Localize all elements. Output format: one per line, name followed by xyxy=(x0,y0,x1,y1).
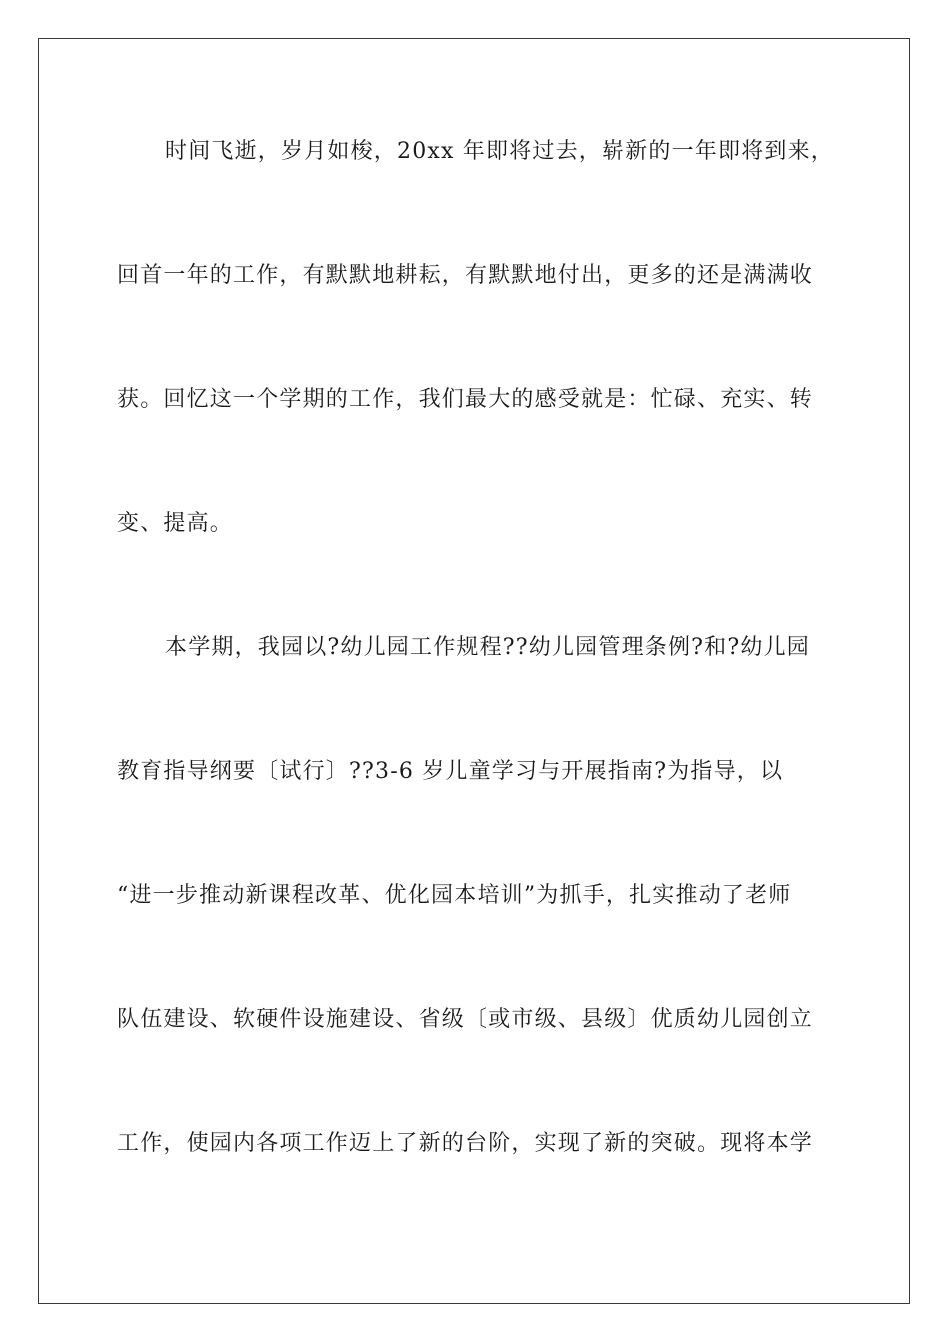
paragraph-2-line-4: 队伍建设、软硬件设施建设、省级〔或市级、县级〕优质幼儿园创立 xyxy=(117,1007,814,1032)
paragraph-2-line-2: 教育指导纲要〔试行〕??3-6 岁儿童学习与开展指南?为指导，以 xyxy=(117,759,784,784)
paragraph-2-line-3: “进一步推动新课程改革、优化园本培训”为抓手，扎实推动了老师 xyxy=(117,883,792,908)
paragraph-1-line-1: 时间飞逝，岁月如梭，20xx 年即将过去，崭新的一年即将到来， xyxy=(165,139,835,164)
paragraph-1-line-4: 变、提高。 xyxy=(117,511,234,536)
paragraph-2-line-1: 本学期，我园以?幼儿园工作规程??幼儿园管理条例?和?幼儿园 xyxy=(165,635,810,660)
paragraph-1-line-2: 回首一年的工作，有默默地耕耘，有默默地付出，更多的还是满满收 xyxy=(117,263,814,288)
paragraph-1-line-3: 获。回忆这一个学期的工作，我们最大的感受就是：忙碌、充实、转 xyxy=(117,387,814,412)
page-border xyxy=(38,38,910,1304)
paragraph-2-line-5: 工作，使园内各项工作迈上了新的台阶，实现了新的突破。现将本学 xyxy=(117,1131,814,1156)
